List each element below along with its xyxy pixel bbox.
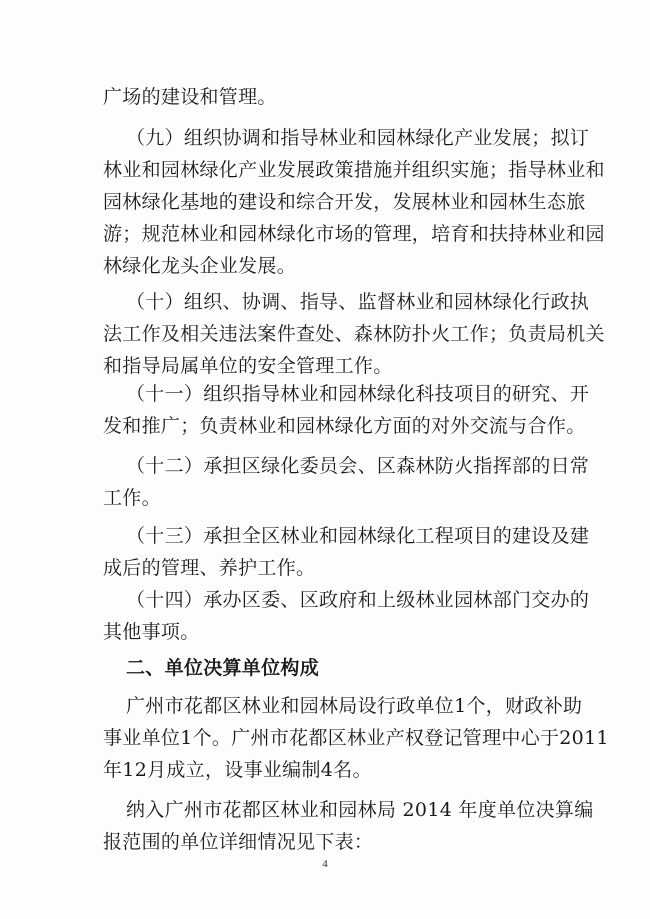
page-number: 4 bbox=[322, 858, 328, 870]
text-line: 其他事项。 bbox=[103, 621, 200, 643]
text-line: （九）组织协调和指导林业和园林绿化产业发展；拟订 bbox=[126, 127, 590, 149]
text-line: （十二）承担区绿化委员会、区森林防火指挥部的日常 bbox=[126, 455, 590, 477]
text-line: 广场的建设和管理。 bbox=[103, 86, 277, 108]
text-line: 年12月成立，设事业编制4名。 bbox=[103, 759, 372, 781]
text-line: （十）组织、协调、指导、监督林业和园林绿化行政执 bbox=[126, 291, 590, 313]
text-line: 工作。 bbox=[103, 487, 161, 509]
text-line: 法工作及相关违法案件查处、森林防扑火工作；负责局机关 bbox=[103, 323, 605, 345]
text-line: 林绿化龙头企业发展。 bbox=[103, 255, 297, 277]
text-line: 发和推广；负责林业和园林绿化方面的对外交流与合作。 bbox=[103, 415, 586, 437]
text-line: （十四）承办区委、区政府和上级林业园林部门交办的 bbox=[126, 589, 590, 611]
text-line: 和指导局属单位的安全管理工作。 bbox=[103, 355, 393, 377]
text-line: （十三）承担全区林业和园林绿化工程项目的建设及建 bbox=[126, 525, 590, 547]
text-line: 林业和园林绿化产业发展政策措施并组织实施；指导林业和 bbox=[103, 159, 605, 181]
text-line: （十一）组织指导林业和园林绿化科技项目的研究、开 bbox=[126, 383, 590, 405]
text-line: 报范围的单位详细情况见下表： bbox=[103, 831, 374, 853]
text-line: 园林绿化基地的建设和综合开发，发展林业和园林生态旅 bbox=[103, 191, 586, 213]
text-line: 游；规范林业和园林绿化市场的管理，培育和扶持林业和园 bbox=[103, 223, 605, 245]
section-heading: 二、单位决算单位构成 bbox=[126, 657, 320, 679]
text-line: 纳入广州市花都区林业和园林局 2014 年度单位决算编 bbox=[126, 799, 594, 821]
text-line: 成后的管理、养护工作。 bbox=[103, 557, 316, 579]
text-line: 广州市花都区林业和园林局设行政单位1个，财政补助 bbox=[126, 695, 583, 717]
text-line: 事业单位1个。广州市花都区林业产权登记管理中心于2011 bbox=[103, 727, 609, 749]
